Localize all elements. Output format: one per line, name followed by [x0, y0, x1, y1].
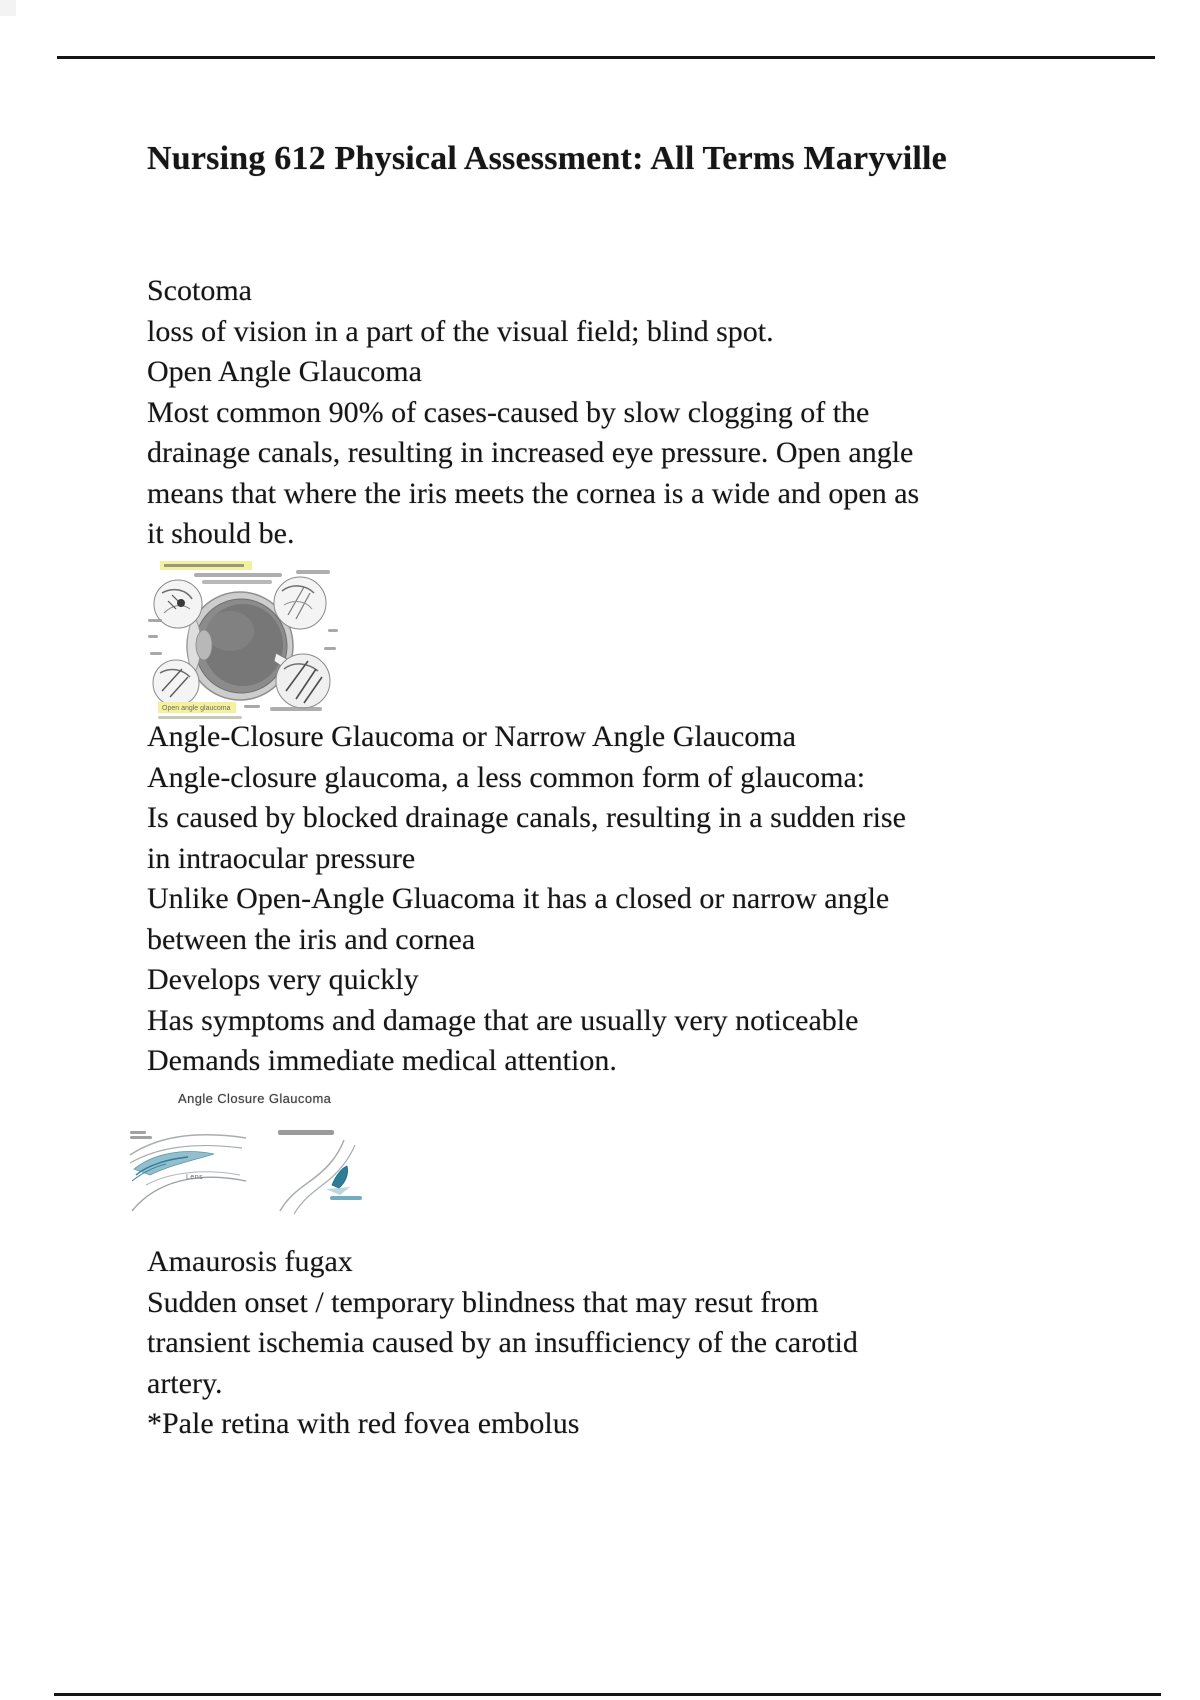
scan-corner-artifact [0, 0, 16, 16]
text-line: loss of vision in a part of the visual field; blind spot. [147, 314, 774, 348]
text-line: in intraocular pressure [147, 841, 416, 875]
text-line: Is caused by blocked drainage canals, resulting in a sudden rise [147, 801, 906, 834]
text-line: Open Angle Glaucoma [147, 355, 422, 388]
angle-closure-left-sketch [130, 1131, 246, 1211]
text-line: artery. [147, 1366, 223, 1400]
text-line: Demands immediate medical attention. [147, 1044, 617, 1077]
text-line: Unlike Open-Angle Gluacoma it has a closed or narrow angle [147, 882, 890, 915]
text-line: Scotoma [147, 274, 252, 307]
text-block-amaurosis-fugax [147, 1242, 858, 1445]
text-block-scotoma-open-angle [147, 271, 919, 555]
inset-circle-bottom-right [276, 654, 330, 708]
blocked-flow-label [278, 1130, 334, 1135]
text-line: drainage canals, resulting in increased eye pressure. Open angle [147, 436, 914, 469]
text-line: Develops very quickly [147, 963, 419, 996]
text-line: Angle-closure glaucoma, a less common form of glaucoma: [147, 760, 866, 794]
text-line: it should be. [147, 517, 295, 550]
open-angle-glaucoma-figure [148, 557, 340, 721]
inset-circle-top-right [274, 577, 326, 629]
text-line: Angle-Closure Glaucoma or Narrow Angle Glaucoma [147, 720, 796, 753]
text-block-angle-closure [147, 717, 906, 1082]
text-line: Most common 90% of cases-caused by slow clogging of the [147, 395, 870, 429]
svg-text:Open angle glaucoma: Open angle glaucoma [162, 705, 231, 712]
text-line: Sudden onset / temporary blindness that may resut from [147, 1285, 819, 1319]
text-line: *Pale retina with red fovea embolus [147, 1407, 580, 1440]
text-line: means that where the iris meets the cornea is a wide and open as [147, 476, 920, 510]
bottom-horizontal-rule [54, 1693, 1161, 1696]
svg-text:Lens: Lens [186, 1174, 204, 1181]
page-title: Nursing 612 Physical Assessment: All Terms Maryville [147, 140, 947, 177]
angle-closure-glaucoma-figure [128, 1123, 384, 1219]
angle-closure-right-sketch [278, 1130, 362, 1214]
figure-bottom-right-caption [270, 707, 322, 711]
text-line: transient ischemia caused by an insufficiency of the carotid [147, 1326, 858, 1359]
text-line: Amaurosis fugax [147, 1245, 353, 1278]
top-horizontal-rule [57, 56, 1155, 59]
text-line: between the iris and cornea [147, 922, 476, 956]
inset-circle-bottom-left [153, 660, 199, 706]
text-line: Has symptoms and damage that are usually very noticeable [147, 1003, 859, 1037]
figure2-caption: Angle Closure Glaucoma [178, 1091, 332, 1106]
